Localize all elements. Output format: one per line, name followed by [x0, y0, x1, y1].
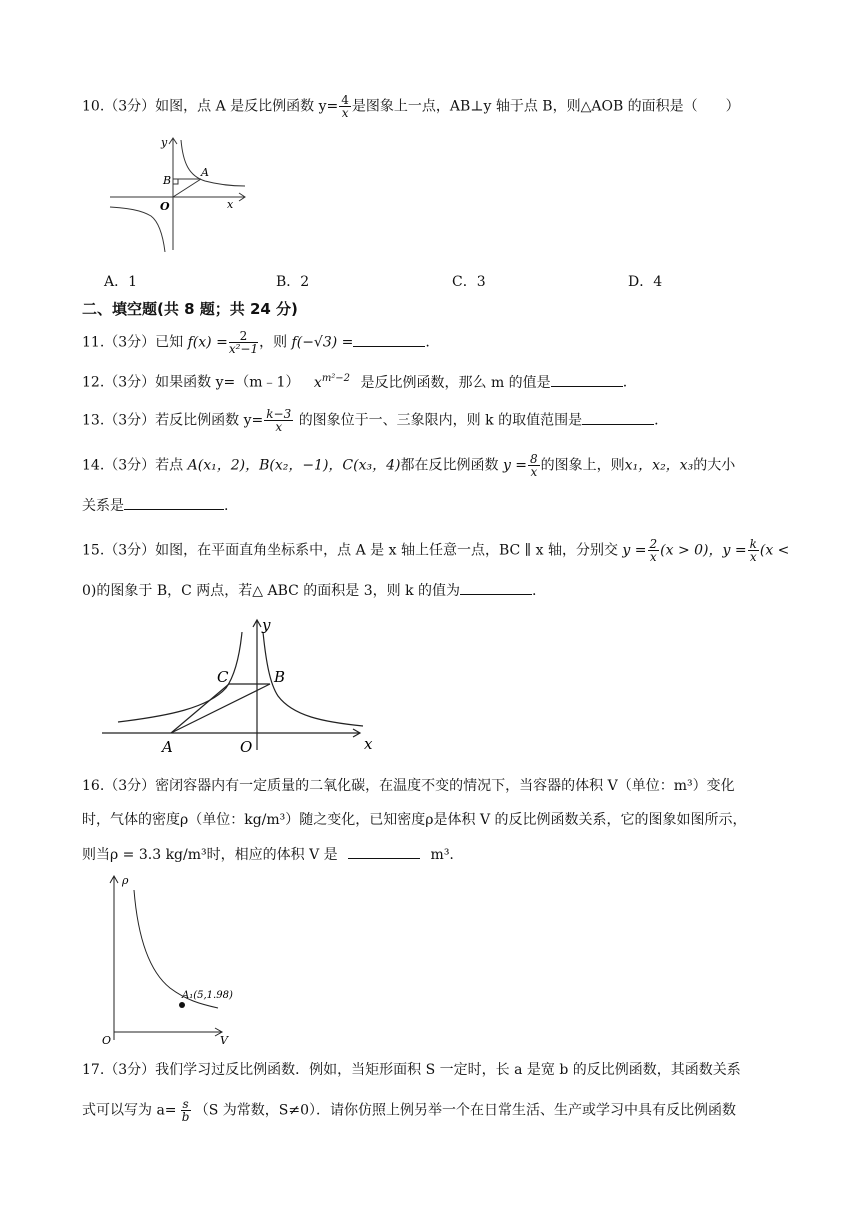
v-axis-label: V [220, 1034, 228, 1046]
point-b-label: B [274, 668, 286, 686]
point-a-label: A [201, 166, 209, 179]
origin-label: O [160, 200, 170, 213]
x-axis-label: x [364, 735, 373, 753]
section-heading: 二、填空题(共 8 题；共 24 分) [82, 300, 298, 318]
point-c-label: C [217, 668, 229, 686]
answer-blank[interactable] [551, 372, 623, 387]
q15-hyperbola-graph [98, 612, 388, 758]
y-axis-label: y [262, 616, 271, 634]
point-a-label: A [162, 738, 173, 756]
question-13-text: 13.（3分）若反比例函数 y= $\frac{k-3}{x}$ 的图象位于一、三象限内，则 k 的取值范围是 . [82, 407, 659, 434]
question-16-line2: 时，气体的密度ρ（单位：kg/m³）随之变化，已知密度ρ是体积 V 的反比例函数关系，它的图象如图所示， [82, 812, 747, 828]
question-16-line1: 16.（3分）密闭容器内有一定质量的二氧化碳，在温度不变的情况下，当容器的体积 V（单位：m³）变化 [82, 778, 735, 794]
answer-blank[interactable] [348, 844, 420, 859]
choice-b: B．2 [276, 274, 310, 290]
fraction: $\frac{8}{x}$ [530, 452, 538, 479]
question-15-line2: 0)的图象于 B，C 两点，若△ ABC 的面积是 3，则 k 的值为 . [82, 580, 537, 601]
choice-a: A．1 [104, 274, 138, 290]
point-a1-label: A₁(5,1.98) [182, 990, 233, 1001]
fraction: $\frac{k-3}{x}$ [266, 407, 292, 434]
question-15-line1: 15.（3分）如图，在平面直角坐标系中，点 A 是 x 轴上任意一点，BC ∥ x 轴，分别交 y = $\frac{2}{x}$ (x > 0)，y = $\frac{k}{x}$ (x < [82, 537, 790, 564]
choice-c: C．3 [452, 274, 486, 290]
fraction: $\frac{4}{x}$ [341, 93, 349, 120]
question-16-line3: 则当ρ = 3.3 kg/m³时，相应的体积 V 是 m³. [82, 844, 454, 865]
answer-blank[interactable] [353, 332, 425, 347]
rho-axis-label: ρ [122, 874, 129, 887]
fraction: $\frac{2}{\text{x²−1}}$ [228, 329, 259, 356]
q10-hyperbola-graph [105, 128, 255, 256]
x-axis-label: x [227, 198, 234, 211]
question-17-line1: 17.（3分）我们学习过反比例函数．例如，当矩形面积 S 一定时，长 a 是宽 b 的反比例函数，其函数关系 [82, 1062, 741, 1078]
question-11-text: 11.（3分）已知 f(x) = $\frac{2}{\text{x²−1}}$ ，则 f(−√3) = . [82, 329, 430, 356]
choice-d: D．4 [628, 274, 663, 290]
origin-label: O [102, 1034, 112, 1046]
point-b-label: B [163, 174, 172, 187]
answer-blank[interactable] [124, 495, 224, 510]
question-14-line2: 关系是 . [82, 495, 228, 516]
y-axis-label: y [161, 136, 168, 149]
question-14-line1: 14.（3分）若点 A(x₁，2)，B(x₂，−1)，C(x₃，4)都在反比例函数 y = $\frac{8}{x}$ 的图象上，则x₁，x₂，x₃的大小 [82, 452, 736, 479]
question-10-text: 10.（3分）如图，点 A 是反比例函数 y= $\frac{4}{x}$ 是图象上一点，AB⊥y 轴于点 B，则△AOB 的面积是（ ） [82, 93, 740, 120]
fraction: $\frac{k}{x}$ [749, 537, 757, 564]
fraction: $\frac{s}{b}$ [181, 1097, 190, 1124]
answer-blank[interactable] [582, 410, 654, 425]
q16-density-graph [100, 870, 260, 1046]
question-12-text: 12.（3分）如果函数 y=（m﹣1） $x^{m^2-2}$ 是反比例函数，那么 m 的值是 . [82, 373, 628, 391]
origin-label: O [240, 738, 253, 756]
answer-blank[interactable] [460, 580, 532, 595]
question-17-line2: 式可以写为 a= $\frac{s}{b}$ （S 为常数，S≠0）．请你仿照上例另举一个在日常生活、生产或学习中具有反比例函数 [82, 1097, 736, 1124]
fraction: $\frac{2}{x}$ [649, 537, 658, 564]
